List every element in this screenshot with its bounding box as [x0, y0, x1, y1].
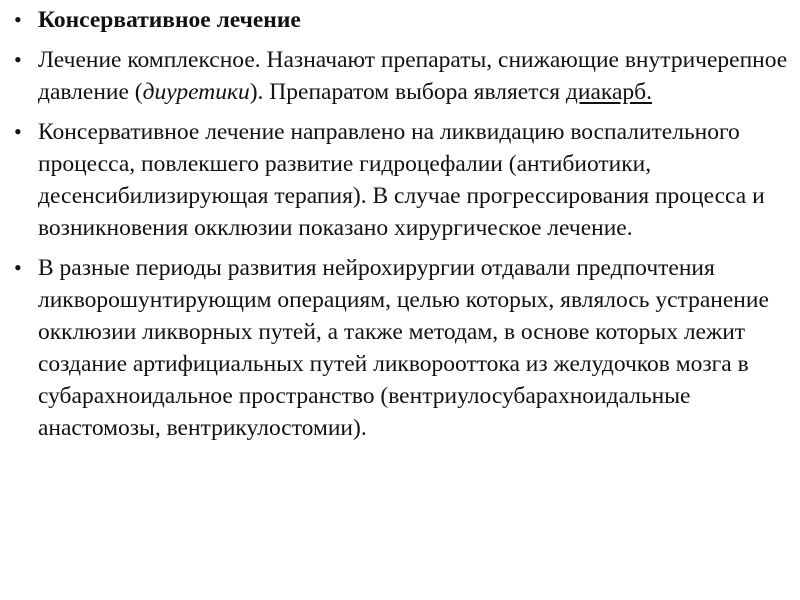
bullet-item-complex-treatment [14, 44, 794, 108]
bullet-item-inflammation [14, 116, 794, 244]
bullet-list [14, 4, 794, 452]
complex-treatment-text: Лечение комплексное. Назначают препараты, снижающие внутричерепное давление ( [38, 47, 788, 105]
diuretics-term: диуретики [142, 79, 250, 105]
bullet-dot: • [14, 119, 22, 144]
inflammation-text: Консервативное лечение направлено на ликвидацию воспалительного процесса, повлекшего развитие гидроцефалии (антибиотики, десенсибилизирующая терапия). В случае прогрессирования процесса и возникновения окклюзии показано хирургическое лечение. [38, 119, 765, 241]
bullet-dot: • [14, 47, 22, 72]
bullet-item-neurosurgery [14, 252, 794, 444]
bullet-item-heading [14, 4, 794, 36]
bullet-dot: • [14, 255, 22, 280]
neurosurgery-text: В разные периоды развития нейрохирургии отдавали предпочтения ликворошунтирующим операциям, целью которых, являлось устранение окклюзии ликворных путей, а также методам, в основе которых лежит создание артифициальных путей ликворооттока из желудочков мозга в субарахноидальное пространство (вентриулосубарахноидальные анастомозы, вентрикулостомии). [38, 255, 769, 441]
diacarb-term: диакарб. [565, 79, 652, 105]
drug-of-choice-text: ). Препаратом выбора является [249, 79, 566, 105]
bullet-dot: • [14, 7, 22, 32]
heading-conservative-treatment: Консервативное лечение [38, 7, 301, 33]
